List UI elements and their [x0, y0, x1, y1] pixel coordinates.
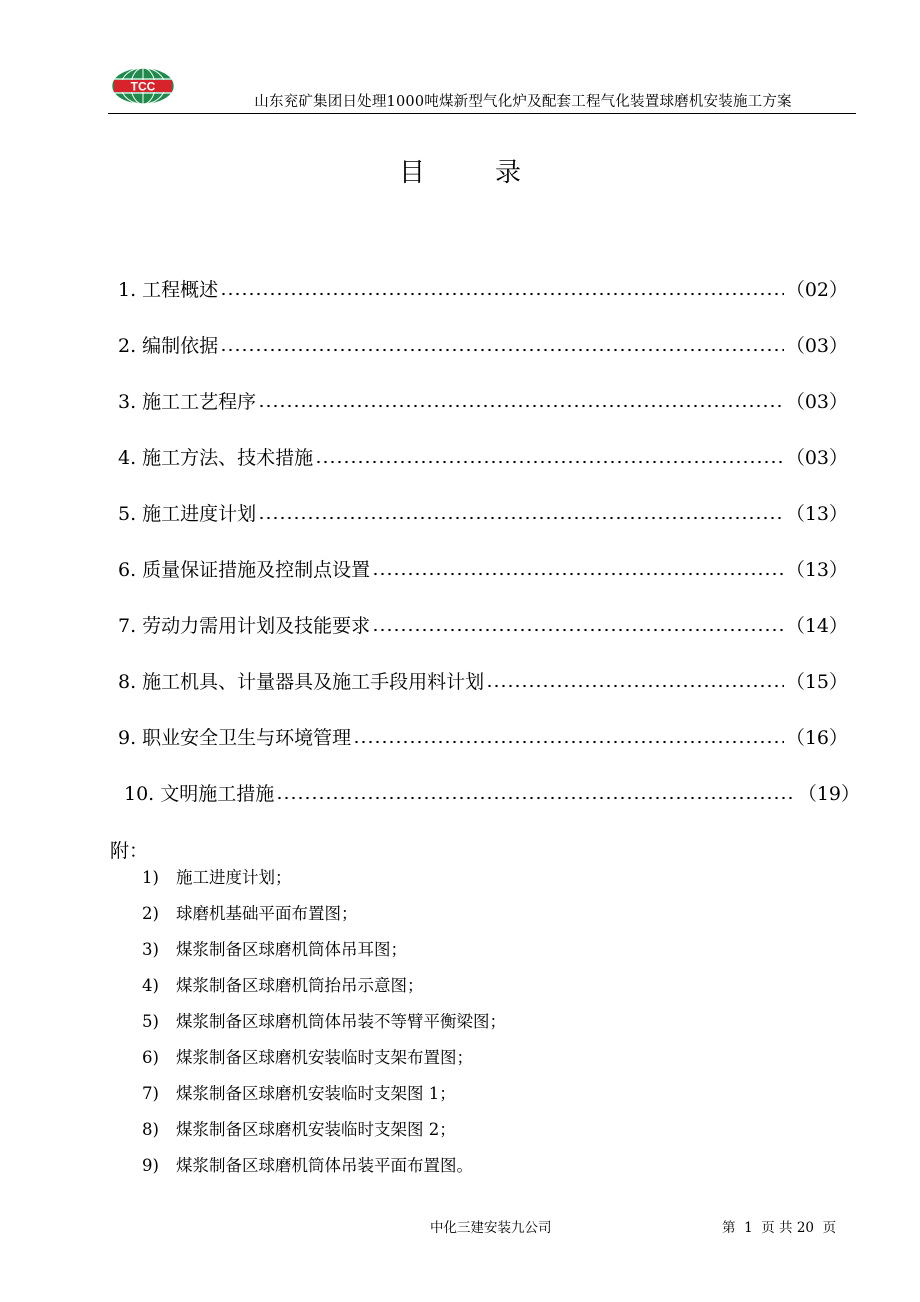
appendix-item-text: 煤浆制备区球磨机安装临时支架图 1； [176, 1084, 456, 1103]
toc-entry[interactable] [118, 384, 848, 414]
toc-entry[interactable] [118, 496, 848, 526]
toc-entry-label: 5. 施工进度计划 [118, 503, 257, 525]
header-divider [108, 113, 856, 114]
appendix-label: 附： [110, 840, 149, 862]
appendix-item-text: 煤浆制备区球磨机筒体吊装不等臂平衡梁图； [176, 1012, 506, 1031]
toc-entry[interactable] [118, 440, 848, 470]
appendix-item-number: 4) [142, 976, 159, 995]
page-title [0, 152, 920, 189]
appendix-item-text: 煤浆制备区球磨机安装临时支架布置图； [176, 1048, 473, 1067]
toc-entry-label: 4. 施工方法、技术措施 [118, 447, 314, 469]
toc-entry-label: 7. 劳动力需用计划及技能要求 [118, 615, 371, 637]
toc-leader-dots [486, 684, 784, 688]
toc-entry-page: （02） [785, 279, 848, 301]
company-logo [110, 66, 176, 106]
appendix-item-number: 6) [142, 1048, 159, 1067]
toc-entry-page: （15） [785, 671, 848, 693]
toc-entry-label: 9. 职业安全卫生与环境管理 [118, 727, 352, 749]
toc-leader-dots [258, 404, 784, 408]
appendix-item-number: 1) [142, 868, 159, 887]
toc-entry-label: 1. 工程概述 [118, 279, 219, 301]
appendix-item-text: 施工进度计划； [176, 868, 292, 887]
footer-company: 中化三建安装九公司 [430, 1220, 552, 1236]
toc-entry-label: 2. 编制依据 [118, 335, 219, 357]
appendix-item [142, 900, 358, 924]
toc-leader-dots [315, 460, 784, 464]
toc-entry[interactable] [118, 552, 848, 582]
toc-entry[interactable] [124, 776, 860, 806]
appendix-item-text: 球磨机基础平面布置图； [176, 904, 358, 923]
toc-leader-dots [258, 516, 784, 520]
toc-leader-dots [220, 348, 784, 352]
toc-leader-dots [220, 292, 784, 296]
appendix-item-number: 9) [142, 1156, 159, 1175]
footer-page-info: 第 1 页 共 20 页 [722, 1220, 837, 1236]
appendix-item-number: 3) [142, 940, 159, 959]
appendix-item [142, 1008, 506, 1032]
page-title-char-2: 录 [495, 158, 522, 188]
appendix-item [142, 864, 292, 888]
appendix-item-number: 2) [142, 904, 159, 923]
appendix-item-text: 煤浆制备区球磨机筒体吊耳图； [176, 940, 407, 959]
toc-entry-page: （03） [785, 335, 848, 357]
appendix-item-text: 煤浆制备区球磨机筒抬吊示意图； [176, 976, 424, 995]
toc-entry-label: 10. 文明施工措施 [124, 783, 275, 805]
appendix-item-text: 煤浆制备区球磨机筒体吊装平面布置图。 [176, 1156, 473, 1175]
toc-entry-page: （03） [785, 447, 848, 469]
toc-entry-label: 8. 施工机具、计量器具及施工手段用料计划 [118, 671, 485, 693]
appendix-item [142, 936, 407, 960]
appendix-item-number: 8) [142, 1120, 159, 1139]
appendix-item [142, 1080, 456, 1104]
appendix-item [142, 1044, 473, 1068]
toc-leader-dots [276, 796, 796, 800]
toc-leader-dots [372, 628, 784, 632]
appendix-item [142, 972, 424, 996]
logo-text: TCC [130, 79, 156, 94]
toc-entry[interactable] [118, 328, 848, 358]
toc-entry[interactable] [118, 272, 848, 302]
toc-entry-page: （03） [785, 391, 848, 413]
toc-entry-label: 6. 质量保证措施及控制点设置 [118, 559, 371, 581]
appendix-item-text: 煤浆制备区球磨机安装临时支架图 2； [176, 1120, 456, 1139]
toc-entry[interactable] [118, 608, 848, 638]
toc-entry-label: 3. 施工工艺程序 [118, 391, 257, 413]
toc-entry[interactable] [118, 664, 848, 694]
toc-entry-page: （19） [797, 783, 860, 805]
toc-entry[interactable] [118, 720, 848, 750]
appendix-item-number: 7) [142, 1084, 159, 1103]
page-title-char-1: 目 [398, 158, 425, 188]
toc-leader-dots [372, 572, 784, 576]
appendix-item [142, 1152, 473, 1176]
toc-leader-dots [353, 740, 784, 744]
toc-entry-page: （16） [785, 727, 848, 749]
appendix-item [142, 1116, 456, 1140]
document-header-title: 山东兖矿集团日处理1000吨煤新型气化炉及配套工程气化装置球磨机安装施工方案 [254, 94, 792, 110]
toc-entry-page: （14） [785, 615, 848, 637]
toc-entry-page: （13） [785, 559, 848, 581]
toc-entry-page: （13） [785, 503, 848, 525]
appendix-item-number: 5) [142, 1012, 159, 1031]
